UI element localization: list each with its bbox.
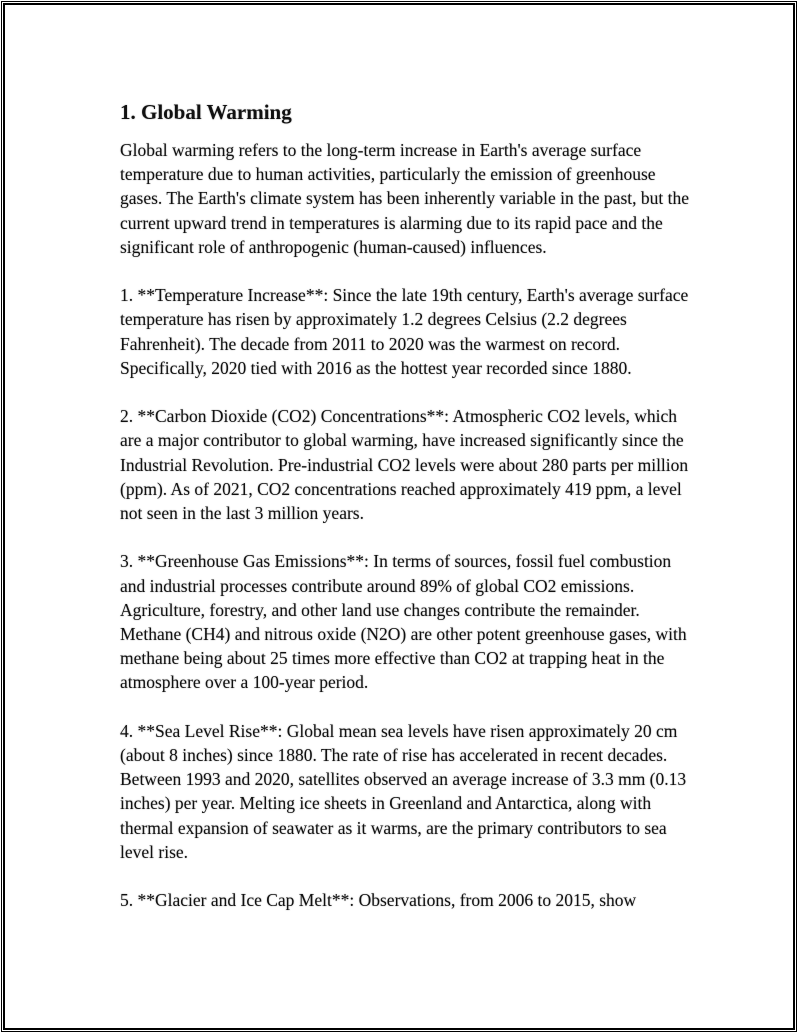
page-frame (3, 3, 795, 1030)
section-heading: 1. Global Warming (120, 100, 292, 124)
document-body (120, 100, 700, 937)
greenhouse-emissions-paragraph: 3. **Greenhouse Gas Emissions**: In terms of sources, fossil fuel combustion and industrial processes contribute around 89% of global CO2 emissions. Agriculture, forestry, and other land use changes contribute the remainder. Methane (CH4) and nitrous oxide (N2O) are other potent greenhouse gases, with methane being about 25 times more effective than CO2 at trapping heat in the atmosphere over a 100-year period. (120, 551, 687, 693)
glacier-melt-paragraph: 5. **Glacier and Ice Cap Melt**: Observations, from 2006 to 2015, show (120, 890, 637, 911)
sea-level-rise-paragraph: 4. **Sea Level Rise**: Global mean sea levels have risen approximately 20 cm (about 8 inches) since 1880. The rate of rise has accelerated in recent decades. Between 1993 and 2020, satellites observed an average increase of 3.3 mm (0.13 inches) per year. Melting ice sheets in Greenland and Antarctica, along with thermal expansion of seawater as it warms, are the primary contributors to sea level rise. (120, 720, 687, 862)
co2-concentrations-paragraph: 2. **Carbon Dioxide (CO2) Concentrations**: Atmospheric CO2 levels, which are a major contributor to global warming, have increased significantly since the Industrial Revolution. Pre-industrial CO2 levels were about 280 parts per million (ppm). As of 2021, CO2 concentrations reached approximately 419 ppm, a level not seen in the last 3 million years. (120, 406, 689, 524)
intro-paragraph: Global warming refers to the long-term increase in Earth's average surface temperature due to human activities, particularly the emission of greenhouse gases. The Earth's climate system has been inherently variable in the past, but the current upward trend in temperatures is alarming due to its rapid pace and the significant role of anthropogenic (human-caused) influences. (120, 140, 689, 257)
temperature-increase-paragraph: 1. **Temperature Increase**: Since the late 19th century, Earth's average surface temperature has risen by approximately 1.2 degrees Celsius (2.2 degrees Fahrenheit). The decade from 2011 to 2020 was the warmest on record. Specifically, 2020 tied with 2016 as the hottest year recorded since 1880. (120, 285, 689, 378)
